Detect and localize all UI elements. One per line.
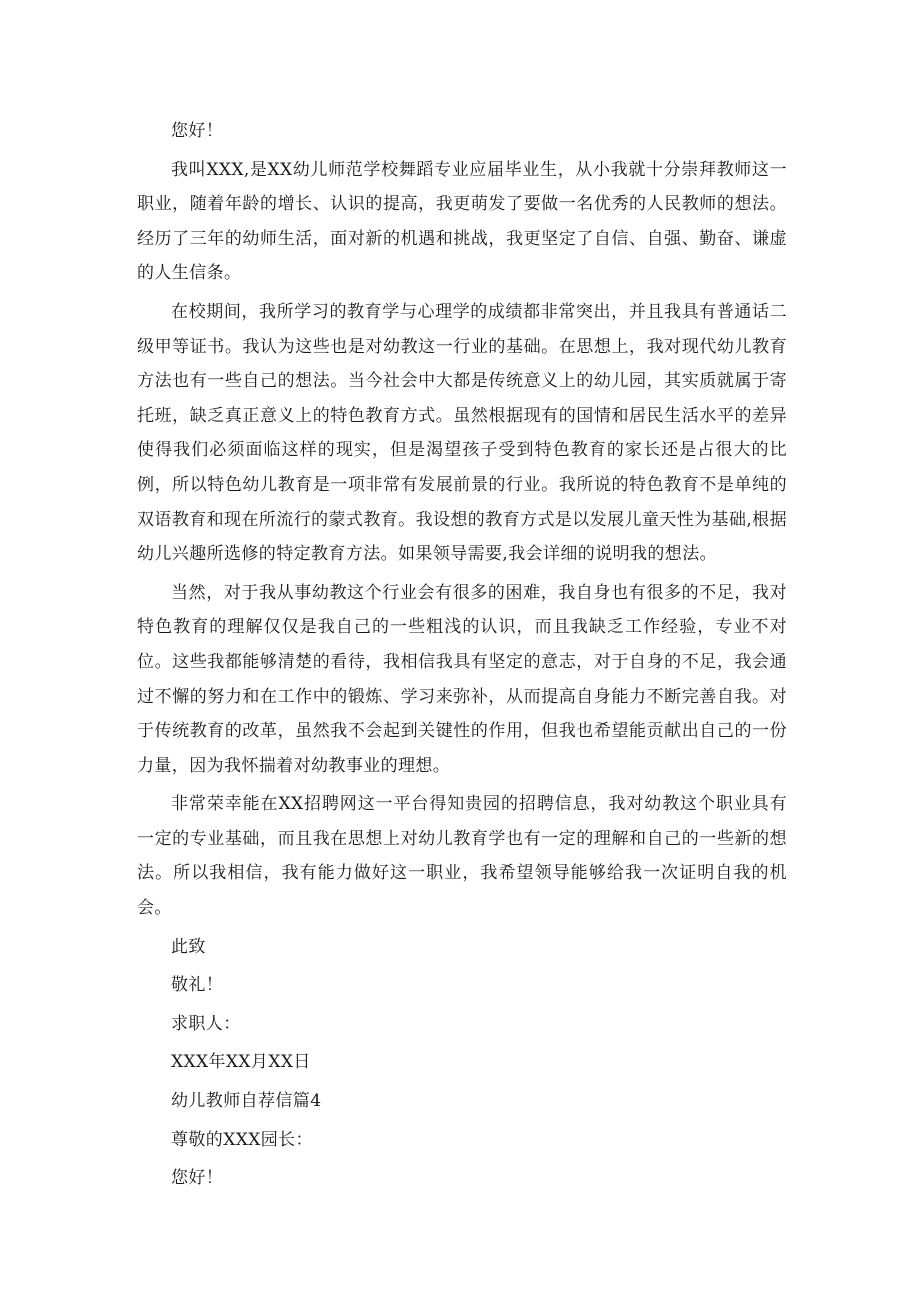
paragraph-challenges: 当然，对于我从事幼教这个行业会有很多的困难，我自身也有很多的不足，我对特色教育的理解仅仅是我自己的一些粗浅的认识，而且我缺乏工作经验，专业不对位。这些我都能够清楚的看待，我相信我具有坚定的意志，对于自身的不足，我会通过不懈的努力和在工作中的锻炼、学习来弥补，从而提高自身能力不断完善自我。对于传统教育的改革，虽然我不会起到关键性的作用，但我也希望能贡献出自己的一份力量，因为我怀揣着对幼教事业的理想。 — [137, 582, 787, 776]
greeting: 您好！ — [171, 121, 224, 141]
paragraph-closing: 非常荣幸能在XX招聘网这一平台得知贵园的招聘信息，我对幼教这个职业具有一定的专业基础，而且我在思想上对幼儿教育学也有一定的理解和自己的一些新的想法。所以我相信，我有能力做好这一职业，我希望领导能够给我一次证明自我的机会。 — [137, 794, 787, 919]
closing-respect: 敬礼！ — [171, 975, 224, 996]
letter-date: XXX年XX月XX日 — [171, 1052, 311, 1073]
signature-label: 求职人： — [171, 1013, 241, 1034]
closing-salutation: 此致 — [171, 936, 206, 957]
paragraph-school: 在校期间，我所学习的教育学与心理学的成绩都非常突出，并且我具有普通话二级甲等证书。我认为这些也是对幼教这一行业的基础。在思想上，我对现代幼儿教育方法也有一些自己的想法。当今社会中大都是传统意义上的幼儿园，其实质就属于寄托班，缺乏真正意义上的特色教育方式。虽然根据现有的国情和居民生活水平的差异使得我们必须面临这样的现实，但是渴望孩子受到特色教育的家长还是占很大的比例，所以特色幼儿教育是一项非常有发展前景的行业。我所说的特色教育不是单纯的双语教育和现在所流行的蒙式教育。我设想的教育方式是以发展儿童天性为基础,根据幼儿兴趣所选修的特定教育方法。如果领导需要,我会详细的说明我的想法。 — [137, 301, 787, 565]
recipient-salutation: 尊敬的XXX园长： — [171, 1129, 313, 1150]
greeting-second: 您好！ — [171, 1168, 224, 1189]
section-title: 幼儿教师自荐信篇4 — [171, 1091, 322, 1112]
letter-body — [137, 114, 787, 1196]
paragraph-intro: 我叫XXX,是XX幼儿师范学校舞蹈专业应届毕业生，从小我就十分崇拜教师这一职业，随着年龄的增长、认识的提高，我更萌发了要做一名优秀的人民教师的想法。经历了三年的幼师生活，面对新的机遇和挑战，我更坚定了自信、自强、勤奋、谦虚的人生信条。 — [137, 159, 787, 284]
